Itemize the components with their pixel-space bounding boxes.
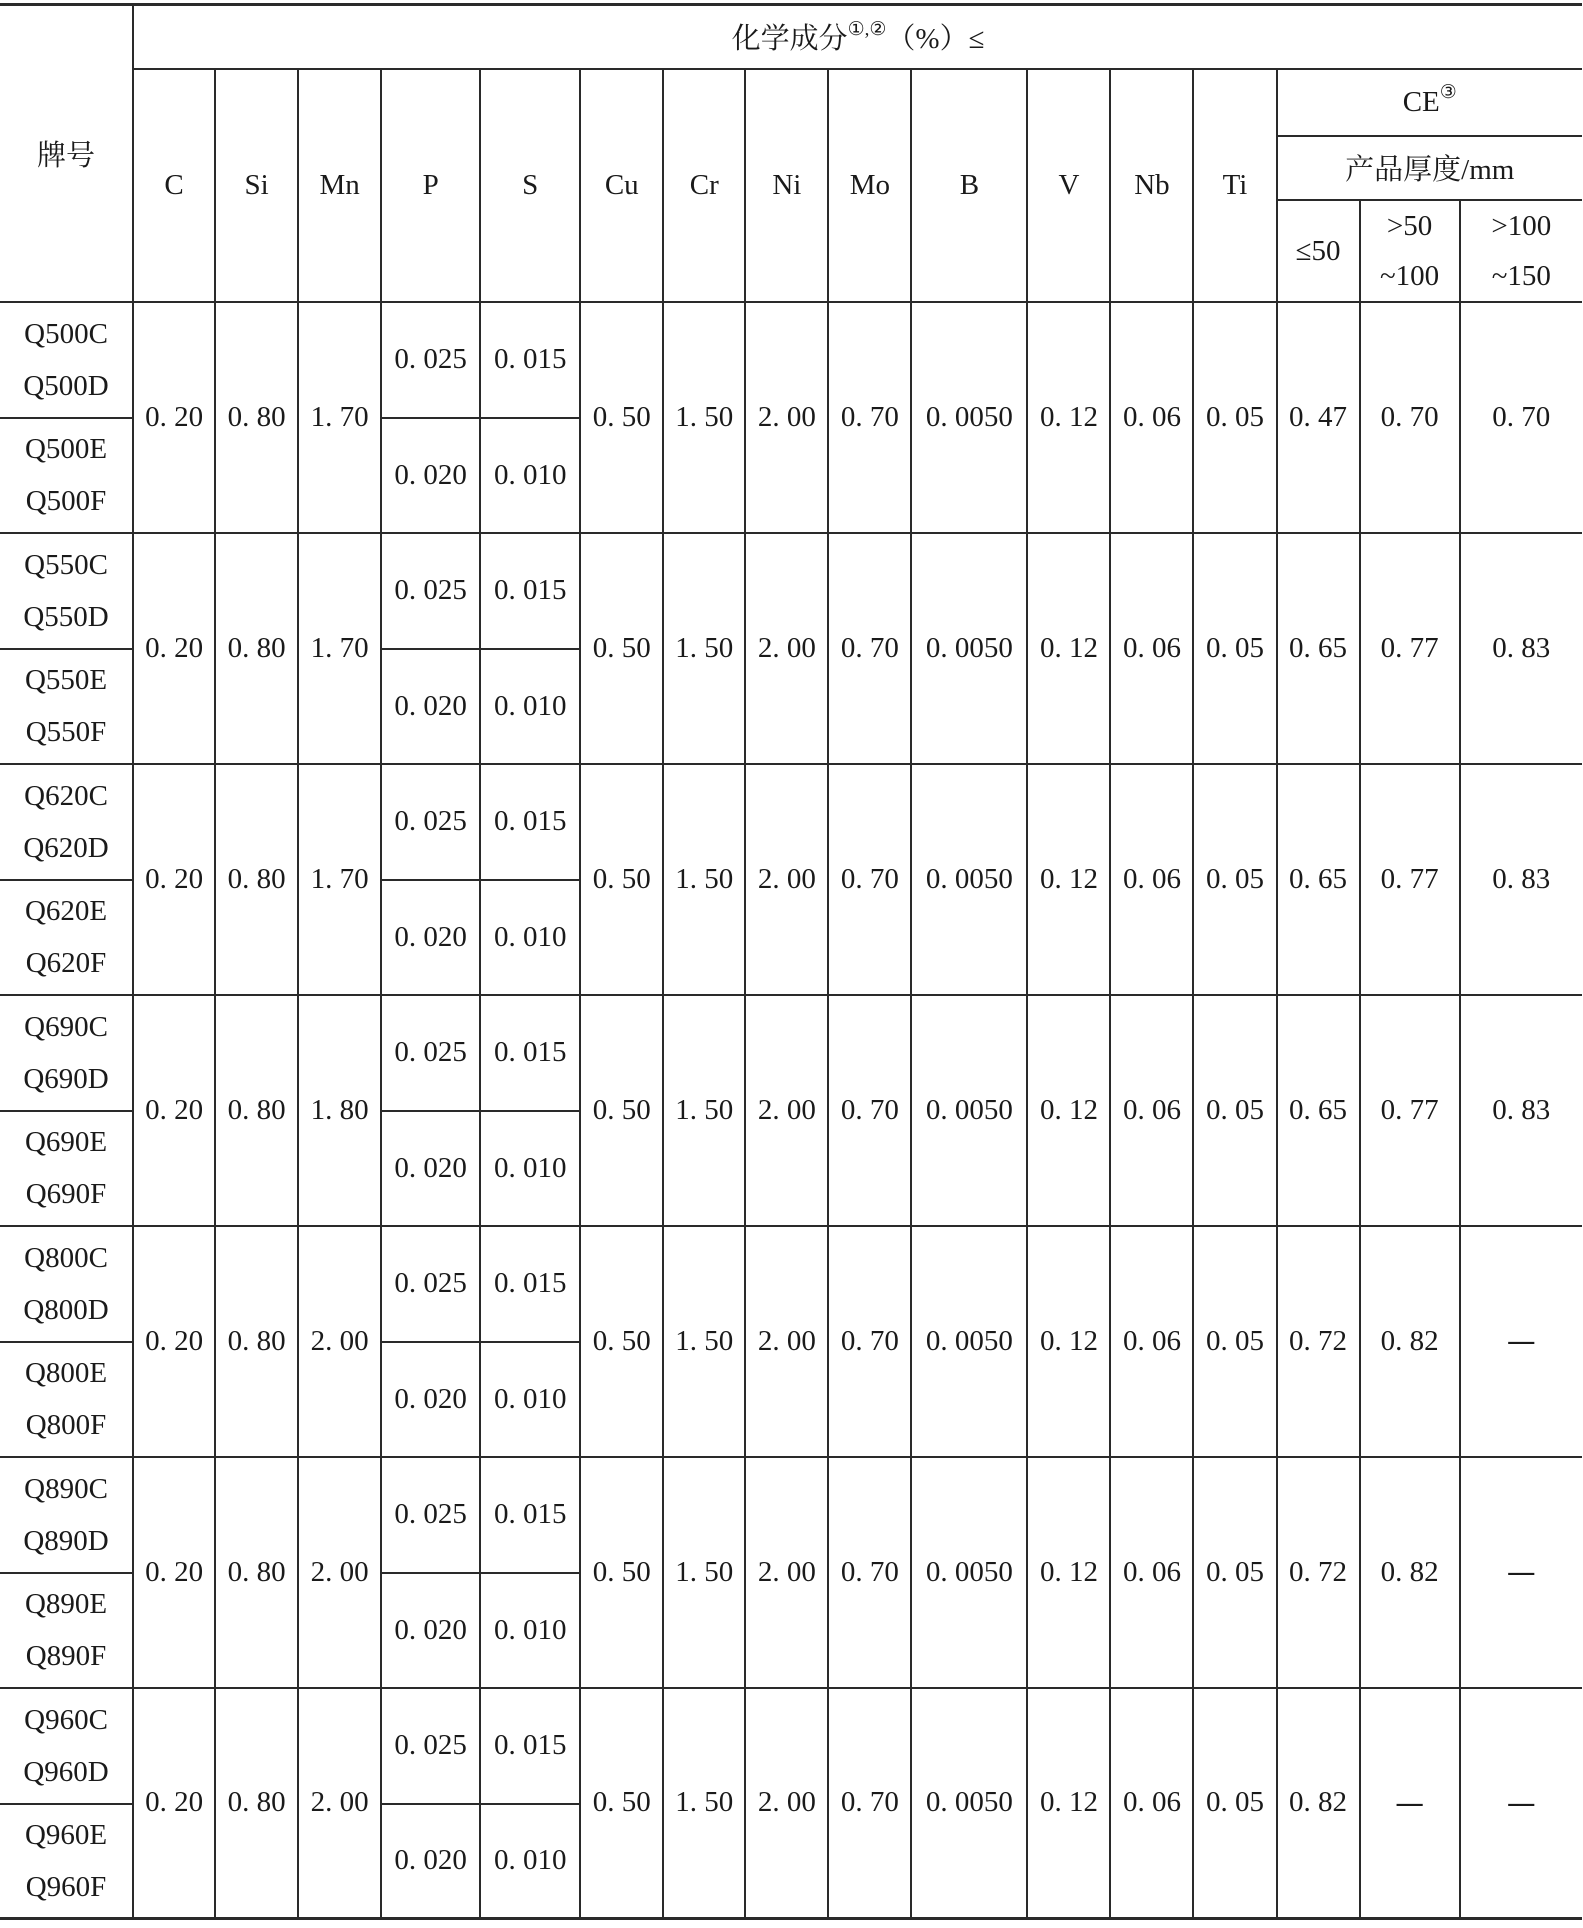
element-value-s: 0. 010 <box>480 1111 580 1226</box>
grade-code: Q620D <box>23 831 109 864</box>
element-value-v: 0. 12 <box>1027 1688 1110 1919</box>
element-header: Mn <box>298 69 381 302</box>
ce-value-2: 0. 77 <box>1360 995 1460 1226</box>
element-value-ni: 2. 00 <box>745 764 828 995</box>
ce-value-1: 0. 65 <box>1277 764 1360 995</box>
element-value-p: 0. 025 <box>381 302 480 418</box>
element-value-ti: 0. 05 <box>1193 995 1276 1226</box>
element-value-ni: 2. 00 <box>745 995 828 1226</box>
element-value-mo: 0. 70 <box>828 764 911 995</box>
element-value-nb: 0. 06 <box>1110 995 1193 1226</box>
element-value-p: 0. 020 <box>381 1804 480 1919</box>
element-value-cu: 0. 50 <box>580 1688 663 1919</box>
element-value-b: 0. 0050 <box>911 764 1027 995</box>
element-value-nb: 0. 06 <box>1110 533 1193 764</box>
element-header: Si <box>215 69 298 302</box>
grade-cell <box>0 1111 133 1226</box>
grade-code: Q800E <box>24 1357 108 1389</box>
ce-value-2: — <box>1360 1688 1460 1919</box>
grade-cell <box>0 1573 133 1688</box>
table-row <box>0 764 1582 880</box>
element-value-ti: 0. 05 <box>1193 533 1276 764</box>
ce-value-1: 0. 47 <box>1277 302 1360 533</box>
thickness-header: 产品厚度/mm <box>1277 136 1582 200</box>
element-value-p: 0. 025 <box>381 533 480 649</box>
element-value-cu: 0. 50 <box>580 302 663 533</box>
element-header: Ni <box>745 69 828 302</box>
grade-code: Q690D <box>23 1062 109 1095</box>
ce-value-2: 0. 77 <box>1360 533 1460 764</box>
grade-code: Q550F <box>25 716 107 748</box>
element-value-mo: 0. 70 <box>828 533 911 764</box>
element-value-p: 0. 025 <box>381 1226 480 1342</box>
ce-value-1: 0. 72 <box>1277 1226 1360 1457</box>
element-value-cr: 1. 50 <box>663 302 745 533</box>
element-header: S <box>480 69 580 302</box>
element-value-s: 0. 010 <box>480 418 580 533</box>
element-value-s: 0. 015 <box>480 302 580 418</box>
ce-value-2: 0. 82 <box>1360 1457 1460 1688</box>
element-value-ni: 2. 00 <box>745 1688 828 1919</box>
element-value-v: 0. 12 <box>1027 533 1110 764</box>
element-value-s: 0. 015 <box>480 533 580 649</box>
grade-cell <box>0 764 133 880</box>
grade-code: Q550C <box>24 548 108 581</box>
element-value-si: 0. 80 <box>215 995 298 1226</box>
element-value-p: 0. 020 <box>381 1342 480 1457</box>
element-value-si: 0. 80 <box>215 302 298 533</box>
ce-value-3: — <box>1460 1226 1582 1457</box>
ce-value-1: 0. 65 <box>1277 533 1360 764</box>
ce-value-3: 0. 83 <box>1460 995 1582 1226</box>
grade-code: Q890F <box>25 1640 107 1672</box>
element-value-p: 0. 025 <box>381 1457 480 1573</box>
element-value-c: 0. 20 <box>133 995 215 1226</box>
element-value-c: 0. 20 <box>133 1457 215 1688</box>
element-value-ti: 0. 05 <box>1193 1688 1276 1919</box>
element-value-s: 0. 010 <box>480 1342 580 1457</box>
element-value-cr: 1. 50 <box>663 1688 745 1919</box>
ce-value-1: 0. 72 <box>1277 1457 1360 1688</box>
element-value-s: 0. 010 <box>480 1804 580 1919</box>
element-value-cr: 1. 50 <box>663 995 745 1226</box>
grade-cell <box>0 995 133 1111</box>
ce-footnote-mark: ③ <box>1439 81 1457 103</box>
element-value-p: 0. 020 <box>381 418 480 533</box>
element-value-ti: 0. 05 <box>1193 1457 1276 1688</box>
element-value-nb: 0. 06 <box>1110 1688 1193 1919</box>
element-value-s: 0. 015 <box>480 1226 580 1342</box>
thickness-range-header: >100 ~150 <box>1460 200 1582 302</box>
element-value-s: 0. 010 <box>480 649 580 764</box>
table-row <box>0 533 1582 649</box>
element-header: Nb <box>1110 69 1193 302</box>
thickness-range-header: ≤50 <box>1277 200 1360 302</box>
grade-cell <box>0 880 133 995</box>
element-value-mo: 0. 70 <box>828 1457 911 1688</box>
grade-code: Q690F <box>25 1178 107 1210</box>
element-value-b: 0. 0050 <box>911 1226 1027 1457</box>
element-value-cu: 0. 50 <box>580 533 663 764</box>
element-value-mn: 1. 80 <box>298 995 381 1226</box>
element-value-mn: 1. 70 <box>298 302 381 533</box>
grade-code: Q800C <box>24 1241 108 1274</box>
element-value-v: 0. 12 <box>1027 1226 1110 1457</box>
grade-header: 牌号 <box>0 5 133 302</box>
element-value-mn: 1. 70 <box>298 764 381 995</box>
element-value-cr: 1. 50 <box>663 1457 745 1688</box>
composition-group-header <box>133 5 1582 69</box>
grade-code: Q960D <box>23 1755 109 1788</box>
element-header: B <box>911 69 1027 302</box>
element-value-cu: 0. 50 <box>580 1226 663 1457</box>
element-value-c: 0. 20 <box>133 1688 215 1919</box>
grade-cell <box>0 1688 133 1804</box>
grade-code: Q800D <box>23 1293 109 1326</box>
element-value-ni: 2. 00 <box>745 533 828 764</box>
composition-title: 化学成分 <box>731 23 848 56</box>
composition-unit: （%）≤ <box>886 23 985 56</box>
element-value-mn: 2. 00 <box>298 1457 381 1688</box>
element-value-si: 0. 80 <box>215 533 298 764</box>
ce-title: CE <box>1402 85 1440 118</box>
grade-code: Q550E <box>24 664 108 696</box>
ce-value-3: 0. 83 <box>1460 533 1582 764</box>
element-value-cr: 1. 50 <box>663 764 745 995</box>
grade-cell <box>0 1457 133 1573</box>
chemical-composition-table <box>0 3 1582 1920</box>
element-value-mo: 0. 70 <box>828 1226 911 1457</box>
element-value-b: 0. 0050 <box>911 995 1027 1226</box>
grade-cell <box>0 1342 133 1457</box>
element-value-s: 0. 015 <box>480 764 580 880</box>
element-header: Mo <box>828 69 911 302</box>
ce-value-2: 0. 70 <box>1360 302 1460 533</box>
element-value-cu: 0. 50 <box>580 995 663 1226</box>
element-value-p: 0. 025 <box>381 995 480 1111</box>
element-value-p: 0. 020 <box>381 649 480 764</box>
table-header <box>0 5 1582 302</box>
element-value-v: 0. 12 <box>1027 764 1110 995</box>
element-value-mn: 2. 00 <box>298 1688 381 1919</box>
grade-cell <box>0 533 133 649</box>
element-value-nb: 0. 06 <box>1110 1226 1193 1457</box>
element-value-ti: 0. 05 <box>1193 302 1276 533</box>
element-value-c: 0. 20 <box>133 764 215 995</box>
ce-value-3: — <box>1460 1457 1582 1688</box>
element-value-ni: 2. 00 <box>745 1457 828 1688</box>
element-value-p: 0. 020 <box>381 880 480 995</box>
element-value-ni: 2. 00 <box>745 1226 828 1457</box>
element-value-s: 0. 015 <box>480 1688 580 1804</box>
element-value-ni: 2. 00 <box>745 302 828 533</box>
element-value-si: 0. 80 <box>215 1226 298 1457</box>
element-header: V <box>1027 69 1110 302</box>
element-value-s: 0. 010 <box>480 1573 580 1688</box>
element-value-mo: 0. 70 <box>828 302 911 533</box>
grade-code: Q620F <box>25 947 107 979</box>
element-value-si: 0. 80 <box>215 1457 298 1688</box>
grade-code: Q960C <box>24 1703 108 1736</box>
thickness-range-header: >50 ~100 <box>1360 200 1460 302</box>
element-value-mn: 2. 00 <box>298 1226 381 1457</box>
element-header: Ti <box>1193 69 1276 302</box>
element-value-si: 0. 80 <box>215 1688 298 1919</box>
element-header: Cr <box>663 69 745 302</box>
element-value-c: 0. 20 <box>133 1226 215 1457</box>
table-body <box>0 302 1582 1919</box>
grade-code: Q890D <box>23 1524 109 1557</box>
ce-value-2: 0. 77 <box>1360 764 1460 995</box>
element-value-b: 0. 0050 <box>911 1457 1027 1688</box>
element-value-cu: 0. 50 <box>580 1457 663 1688</box>
grade-code: Q890C <box>24 1472 108 1505</box>
element-value-cr: 1. 50 <box>663 533 745 764</box>
element-value-nb: 0. 06 <box>1110 1457 1193 1688</box>
grade-code: Q500E <box>24 433 108 465</box>
grade-code: Q890E <box>24 1588 108 1620</box>
composition-footnote-marks: ①,② <box>847 19 887 41</box>
grade-cell <box>0 418 133 533</box>
element-value-v: 0. 12 <box>1027 995 1110 1226</box>
table-row <box>0 1226 1582 1342</box>
grade-code: Q960E <box>24 1818 108 1851</box>
ce-value-3: — <box>1460 1688 1582 1919</box>
element-value-mo: 0. 70 <box>828 995 911 1226</box>
table-row <box>0 1688 1582 1804</box>
ce-value-3: 0. 70 <box>1460 302 1582 533</box>
element-header: Cu <box>580 69 663 302</box>
grade-code: Q800F <box>25 1409 107 1441</box>
grade-code: Q620E <box>24 895 108 927</box>
grade-code: Q500F <box>25 485 107 517</box>
grade-code: Q960F <box>25 1870 107 1903</box>
element-value-b: 0. 0050 <box>911 533 1027 764</box>
grade-cell <box>0 649 133 764</box>
grade-code: Q690E <box>24 1126 108 1158</box>
element-value-mn: 1. 70 <box>298 533 381 764</box>
element-value-mo: 0. 70 <box>828 1688 911 1919</box>
element-header: P <box>381 69 480 302</box>
grade-cell <box>0 302 133 418</box>
grade-code: Q500C <box>24 317 108 350</box>
element-value-v: 0. 12 <box>1027 302 1110 533</box>
element-value-b: 0. 0050 <box>911 1688 1027 1919</box>
ce-value-1: 0. 65 <box>1277 995 1360 1226</box>
grade-cell <box>0 1226 133 1342</box>
element-value-si: 0. 80 <box>215 764 298 995</box>
ce-value-3: 0. 83 <box>1460 764 1582 995</box>
element-value-cu: 0. 50 <box>580 764 663 995</box>
grade-code: Q690C <box>24 1010 108 1043</box>
element-value-p: 0. 020 <box>381 1573 480 1688</box>
element-value-ti: 0. 05 <box>1193 764 1276 995</box>
ce-header <box>1277 69 1582 136</box>
table-row <box>0 995 1582 1111</box>
element-value-cr: 1. 50 <box>663 1226 745 1457</box>
element-value-s: 0. 015 <box>480 995 580 1111</box>
grade-code: Q550D <box>23 600 109 633</box>
grade-code: Q620C <box>24 779 108 812</box>
grade-code: Q500D <box>23 369 109 402</box>
element-value-p: 0. 025 <box>381 1688 480 1804</box>
table-row <box>0 302 1582 418</box>
element-value-ti: 0. 05 <box>1193 1226 1276 1457</box>
table-row <box>0 1457 1582 1573</box>
ce-value-2: 0. 82 <box>1360 1226 1460 1457</box>
ce-value-1: 0. 82 <box>1277 1688 1360 1919</box>
grade-cell <box>0 1804 133 1919</box>
element-value-nb: 0. 06 <box>1110 764 1193 995</box>
element-value-c: 0. 20 <box>133 302 215 533</box>
element-header: C <box>133 69 215 302</box>
element-value-p: 0. 020 <box>381 1111 480 1226</box>
element-value-s: 0. 015 <box>480 1457 580 1573</box>
element-value-c: 0. 20 <box>133 533 215 764</box>
element-value-s: 0. 010 <box>480 880 580 995</box>
element-value-p: 0. 025 <box>381 764 480 880</box>
element-value-v: 0. 12 <box>1027 1457 1110 1688</box>
element-value-b: 0. 0050 <box>911 302 1027 533</box>
element-value-nb: 0. 06 <box>1110 302 1193 533</box>
